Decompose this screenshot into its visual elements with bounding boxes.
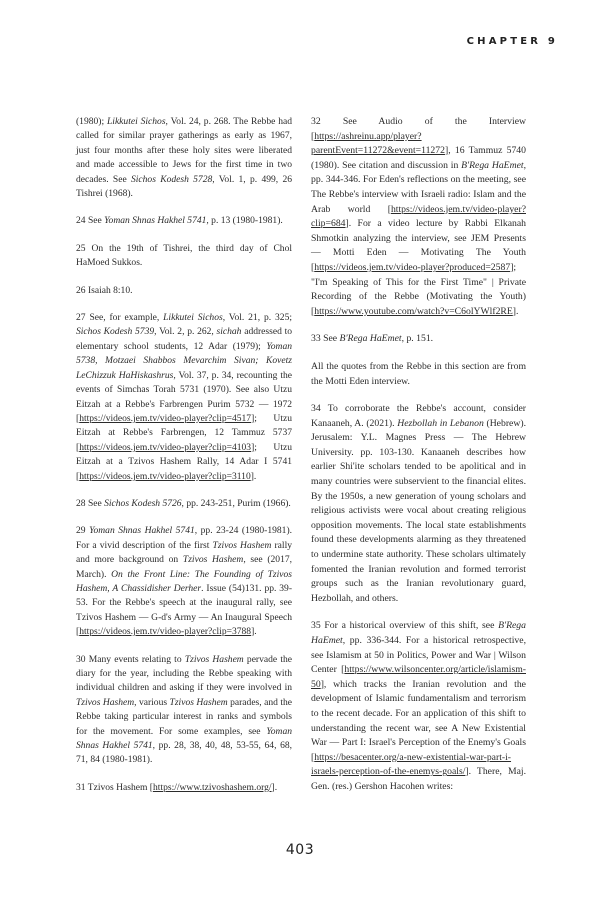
footnotes-right-column xyxy=(311,115,526,808)
text: On the 19th of Tishrei, the third day of Chol HaMoed Sukkos. xyxy=(76,242,293,269)
video-link[interactable]: https://videos.jem.tv/video-player?clip=684 xyxy=(311,203,526,230)
text: ]. xyxy=(271,781,278,793)
video-link[interactable]: https://videos.jem.tv/video-player?clip=3110 xyxy=(79,470,251,482)
footnote-32 xyxy=(311,115,526,319)
chapter-heading: CHAPTER 9 xyxy=(466,36,558,47)
footnote-26 xyxy=(76,284,292,298)
text: See xyxy=(87,497,105,509)
citation-title: Likkutei Sichos xyxy=(106,116,166,127)
citation-title: Sichos Kodesh 5726 xyxy=(104,497,182,509)
youtube-link[interactable]: https://www.youtube.com/watch?v=C6olYWlf2RE xyxy=(314,305,513,317)
text: , pp. 28, 38, 40, 48, 53-55, 64, 68, 71, 84 (1980-1981). xyxy=(76,740,292,766)
citation-title: sichah xyxy=(216,326,242,338)
text: , pp. 344-346. For Eden's reflections on the meeting, see The Rebbe's interview with Israeli radio: Islam and the Arab world [ xyxy=(311,159,526,215)
text: To corroborate the Rebbe's account, consider Kanaaneh, A. (2021). xyxy=(311,403,526,429)
citation-title: Tzivos Hashem xyxy=(182,554,244,566)
video-link[interactable]: https://videos.jem.tv/video-player?clip=4517 xyxy=(79,412,252,424)
citation-title: Yoman Shnas Hakhel 5741 xyxy=(104,215,207,227)
citation-title: Yoman 5738, Motzaei Shabbos Mevarchim Sivan; Kovetz LeChizzuk HaHiskashrus xyxy=(76,340,292,381)
text: See, for example, xyxy=(89,312,164,324)
footnote-number: 34 xyxy=(311,403,321,415)
text: All the quotes from the Rebbe in this section are from the Motti Eden interview. xyxy=(311,360,526,387)
audio-link[interactable]: https://ashreinu.app/player?parentEvent=11272&event=11272 xyxy=(311,130,445,157)
footnote-number: 26 xyxy=(76,284,86,296)
text: For a historical overview of this shift, see xyxy=(324,620,499,632)
website-link[interactable]: https://besacenter.org/a-new-existential-war-part-i-israels-perception-of-the-enemys-goals/ xyxy=(311,751,512,778)
text: Isaiah 8:10. xyxy=(87,284,133,296)
text: ]. xyxy=(251,626,257,638)
footnote-28 xyxy=(76,497,292,511)
text: , Vol. 2, p. 262, xyxy=(154,326,217,338)
text: ]. There, Maj. Gen. (res.) Gershon Hacohen writes: xyxy=(311,766,526,792)
footnote-23-continued xyxy=(76,115,292,201)
footnote-number: 35 xyxy=(311,620,321,632)
video-link[interactable]: https://videos.jem.tv/video-player?clip=3788 xyxy=(79,626,252,638)
text: (Hebrew). Jerusalem: Y.L. Magnes Press — The Hebrew University. pp. 103-130. Kanaaneh describes how earlier Shi'ite scholars tended to be apolitical and in many countries were subservient to the financial elites. By the 1950s, a new generation of young scholars and religious activists were vocal about creating religious opposition movements. The local state establishments found these developments alarming as they threatened to undermine state authority. These scholars ultimately fomented the Iranian revolution and formed terrorist groups such as the Iranian revolutionary guard, Hezbollah, and others. xyxy=(311,417,526,604)
page-number: 403 xyxy=(285,842,315,858)
footnote-number: 27 xyxy=(76,312,86,324)
text: , Vol. 1, p. 499, 26 Tishrei (1968). xyxy=(76,173,293,200)
footnote-34 xyxy=(311,402,526,606)
website-link[interactable]: https://www.wilsoncenter.org/article/islamism-50 xyxy=(311,664,526,690)
text: ]; Utzu Eitzah at a Tzivos Hashem Rally, 14 Adar I 5741 [ xyxy=(76,441,292,482)
text: , p. 151. xyxy=(401,333,434,345)
text: , pp. 23-24 (1980-1981). For a vivid description of the first xyxy=(76,525,293,551)
citation-title: Tzivos Hashem xyxy=(212,539,272,551)
footnote-number: 28 xyxy=(76,497,86,509)
footnote-33-note xyxy=(311,360,526,389)
text: See xyxy=(87,215,105,227)
text: , see (2017, March). xyxy=(76,554,293,580)
text: ], 16 Tammuz 5740 (1980). See citation and discussion in xyxy=(311,145,526,171)
text: , Vol. 24, p. 268. The Rebbe had called for similar prayer gatherings as early as 1967, just four months after these holy sites were liberated and made accessible to Jews for the first time in two decades. See xyxy=(76,116,292,185)
video-link[interactable]: https://videos.jem.tv/video-player?produced=2587 xyxy=(314,261,511,273)
citation-title: B'Rega HaEmet xyxy=(311,620,526,646)
citation-title: Yoman Shnas Hakhel 5741 xyxy=(76,725,292,752)
footnote-31 xyxy=(76,781,292,795)
footnote-number: 33 xyxy=(311,333,321,345)
footnote-29 xyxy=(76,524,292,639)
website-link[interactable]: https://www.tzivoshashem.org/ xyxy=(153,781,272,793)
citation-title: Yoman Shnas Hakhel 5741 xyxy=(89,525,195,537)
footnote-33 xyxy=(311,332,526,347)
footnote-number: 31 xyxy=(76,781,86,793)
text: , Vol. 21, p. 325; xyxy=(222,312,292,324)
citation-title: B'Rega HaEmet xyxy=(461,159,524,171)
text: See Audio of the Interview [ xyxy=(311,116,526,142)
footnote-number: 30 xyxy=(76,653,86,665)
text: ]. xyxy=(512,305,519,317)
text: parades, and the Rebbe taking particular interest in ranks and symbols for the movement. For some examples, see xyxy=(76,696,292,737)
text: rally and more background on xyxy=(76,539,292,566)
text: . Issue (54)131. pp. 39-53. For the Rebbe's speech at the inaugural rally, see Tzivos Hashem — G-d's Army — An Inaugural Speech [ xyxy=(76,582,292,638)
footnote-number: 29 xyxy=(76,525,86,537)
citation-title: Sichos Kodesh 5728 xyxy=(130,173,213,185)
citation-title: Likkutei Sichos xyxy=(163,312,223,324)
text: See xyxy=(323,333,340,345)
citation-title: Sichos Kodesh 5739 xyxy=(76,326,155,338)
footnote-number: 25 xyxy=(76,242,86,254)
footnote-25 xyxy=(76,242,292,271)
text: , p. 13 (1980-1981). xyxy=(206,215,283,227)
text: addressed to elementary school students, 12 Adar (1979); xyxy=(76,326,293,352)
text: Tzivos Hashem [ xyxy=(87,781,153,793)
text: pervade the diary for the year, including the Rebbe speaking with individual children and asking if they were involved in xyxy=(76,653,292,694)
text: Many events relating to xyxy=(88,653,185,665)
text: ]; "I'm Speaking of This for the First Time" | Private Recording of the Rebbe (Motivating the Youth) [ xyxy=(311,261,526,317)
text: , various xyxy=(134,696,170,708)
text: , pp. 336-344. For a historical retrospective, see Islamism at 50 in Politics, Power and War | Wilson Center [ xyxy=(311,635,526,676)
footnote-30 xyxy=(76,653,292,768)
citation-title: Tzivos Hashem xyxy=(76,696,135,708)
footnote-27 xyxy=(76,311,292,484)
footnote-number: 32 xyxy=(311,116,321,127)
footnote-number: 24 xyxy=(76,215,86,227)
citation-title: B'Rega HaEmet xyxy=(339,333,402,345)
footnotes-left-column xyxy=(76,115,292,808)
citation-title: Tzivos Hashem xyxy=(184,653,244,665)
text: , Vol. 37, p. 34, recounting the events of Simchas Torah 5731 (1970). See also Utzu Eitzah at a Rebbe's Farbrengen Purim 5732 — 1972 [ xyxy=(76,369,292,424)
text: ]. For a video lecture by Rabbi Elkanah Shmotkin analyzing the interview, see JEM Presents — Motti Eden — Motivating The Youth [ xyxy=(311,218,526,273)
citation-title: On the Front Line: The Founding of Tzivos Hashem, A Chassidisher Derher xyxy=(76,568,292,594)
text: ], which tracks the Iranian revolution and the development of Islamic fundamentalism and terrorism to the recent decade. For an application of this shift to understanding the recent war, see A New Existential War — Part I: Israel's Perception of the Enemy's Goals [ xyxy=(311,678,526,763)
text: ]. xyxy=(250,470,257,482)
text: (1980); xyxy=(76,116,107,127)
text: , pp. 243-251, Purim (1966). xyxy=(181,497,291,509)
citation-title: Tzivos Hashem xyxy=(169,696,228,708)
citation-title: Hezbollah in Lebanon xyxy=(397,417,484,429)
video-link[interactable]: https://videos.jem.tv/video-player?clip=4103 xyxy=(79,441,252,453)
footnote-35 xyxy=(311,619,526,794)
text: ]; Utzu Eitzah at Rebbe's Farbrengen, 12 Tammuz 5737 [ xyxy=(76,412,292,453)
footnote-24 xyxy=(76,214,292,228)
